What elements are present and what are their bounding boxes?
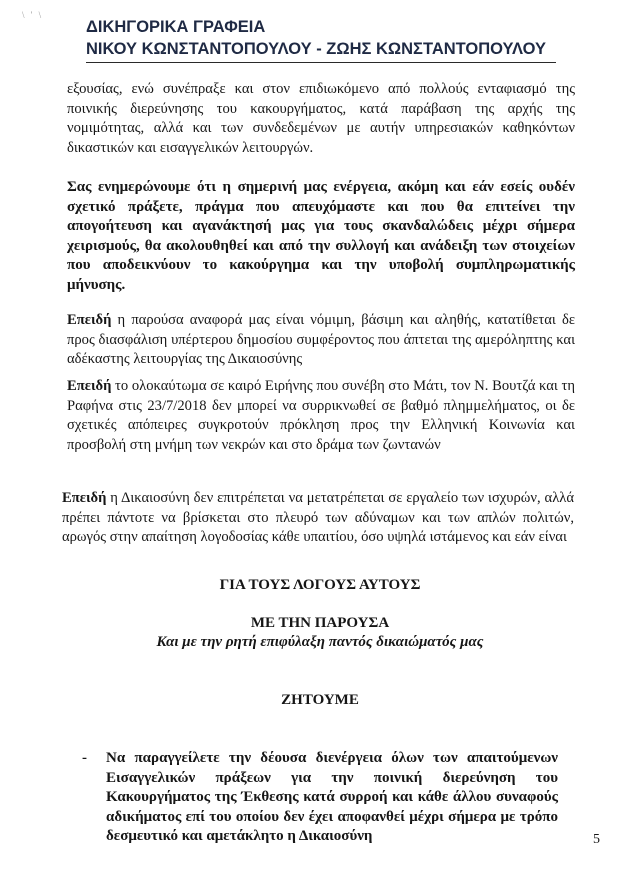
whereas-label: Επειδή — [67, 378, 112, 394]
list-dash: - — [82, 750, 87, 766]
page-number: 5 — [593, 832, 600, 847]
letterhead-names: ΝΙΚΟΥ ΚΩΝΣΤΑΝΤΟΠΟΥΛΟΥ - ΖΩΗΣ ΚΩΝΣΤΑΝΤΟΠΟΥΛΟΥ — [86, 40, 547, 58]
paragraph-notice: Σας ενημερώνουμε ότι η σημερινή μας ενέργεια, ακόμη και εάν εσείς ουδέν σχετικό πράξετε, πράγμα που απευχόμαστε και που θα επιτείνει την απογοήτευση και αγανάκτησή μας για τους σκανδαλώδεις μέχρι σήμερα χειρισμούς, θα ακολουθηθεί και από την συλλογή και ανάδειξη των στοιχείων που αποδεικνύουν το κακούργημα και την υποβολή συμπληρωματικής μήνυσης. — [67, 179, 575, 293]
letterhead — [86, 16, 556, 60]
whereas-label: Επειδή — [62, 490, 107, 506]
heading-for-these-reasons: ΓΙΑ ΤΟΥΣ ΛΟΓΟΥΣ ΑΥΤΟΥΣ — [219, 577, 421, 593]
letterhead-divider — [86, 62, 556, 63]
heading-reservation: Και με την ρητή επιφύλαξη παντός δικαιώματός μας — [156, 634, 484, 650]
paragraph-whereas-holocaust — [67, 377, 575, 455]
whereas-text: το ολοκαύτωμα σε καιρό Ειρήνης που συνέβη στο Μάτι, τον Ν. Βουτζά και τη Ραφήνα στις 23/7/2018 δεν μπορεί να συρρικνωθεί σε βαθμό πλημμελήματος, οι δε σχετικές απόπειρες συγκροτούν πρόκληση προς την Ελληνική Κοινωνία και προσβολή στη μνήμη των νεκρών και στο δράμα των ζωντανών — [67, 378, 575, 453]
paragraph-authority: εξουσίας, ενώ συνέπραξε και στον επιδιωκόμενο από πολλούς ενταφιασμό της ποινικής διερεύνησης του κακουργήματος, κατά παράβαση της αρχής της νομιμότητας, αλλά και των συνδεδεμένων με αυτήν υπηρεσιακών καθηκόντων δικαστικών και εισαγγελικών λειτουργών. — [67, 81, 575, 156]
corner-mark: \ ' \ — [22, 10, 44, 20]
whereas-text: η Δικαιοσύνη δεν επιτρέπεται να μετατρέπεται σε εργαλείο των ισχυρών, αλλά πρέπει πάντοτε να βρίσκεται στο πλευρό των αδύναμων και των απλών πολιτών, αρωγός στην απαίτηση λογοδοσίας κάθε υπαιτίου, όσο υψηλά ιστάμενος και εάν είναι — [62, 490, 574, 546]
heading-with-present: ΜΕ ΤΗΝ ΠΑΡΟΥΣΑ — [250, 615, 390, 631]
paragraph-whereas-lawful — [67, 311, 575, 370]
paragraph-whereas-justice — [62, 489, 574, 548]
whereas-label: Επειδή — [67, 312, 112, 328]
request-text: Να παραγγείλετε την δέουσα διενέργεια όλων των απαιτούμενων Εισαγγελικών πράξεων για την ποινική διερεύνηση του Κακουργήματος της Έκθεσης κατά συρροή και κάθε άλλου συναφούς αδικήματος επί του οποίου δεν έχει αποφανθεί μέχρι σήμερα με τρόπο δεσμευτικό και αμετάκλητο η Δικαιοσύνη — [106, 750, 558, 845]
heading-we-request: ΖΗΤΟΥΜΕ — [281, 692, 359, 708]
letterhead-title: ΔΙΚΗΓΟΡΙΚΑ ΓΡΑΦΕΙΑ — [86, 18, 266, 36]
whereas-text: η παρούσα αναφορά μας είναι νόμιμη, βάσιμη και αληθής, κατατίθεται δε προς διασφάλιση υπέρτερου δημοσίου συμφέροντος που άπτεται της αμερόληπτης και αδέκαστης λειτουργίας της Δικαιοσύνης — [67, 312, 575, 368]
